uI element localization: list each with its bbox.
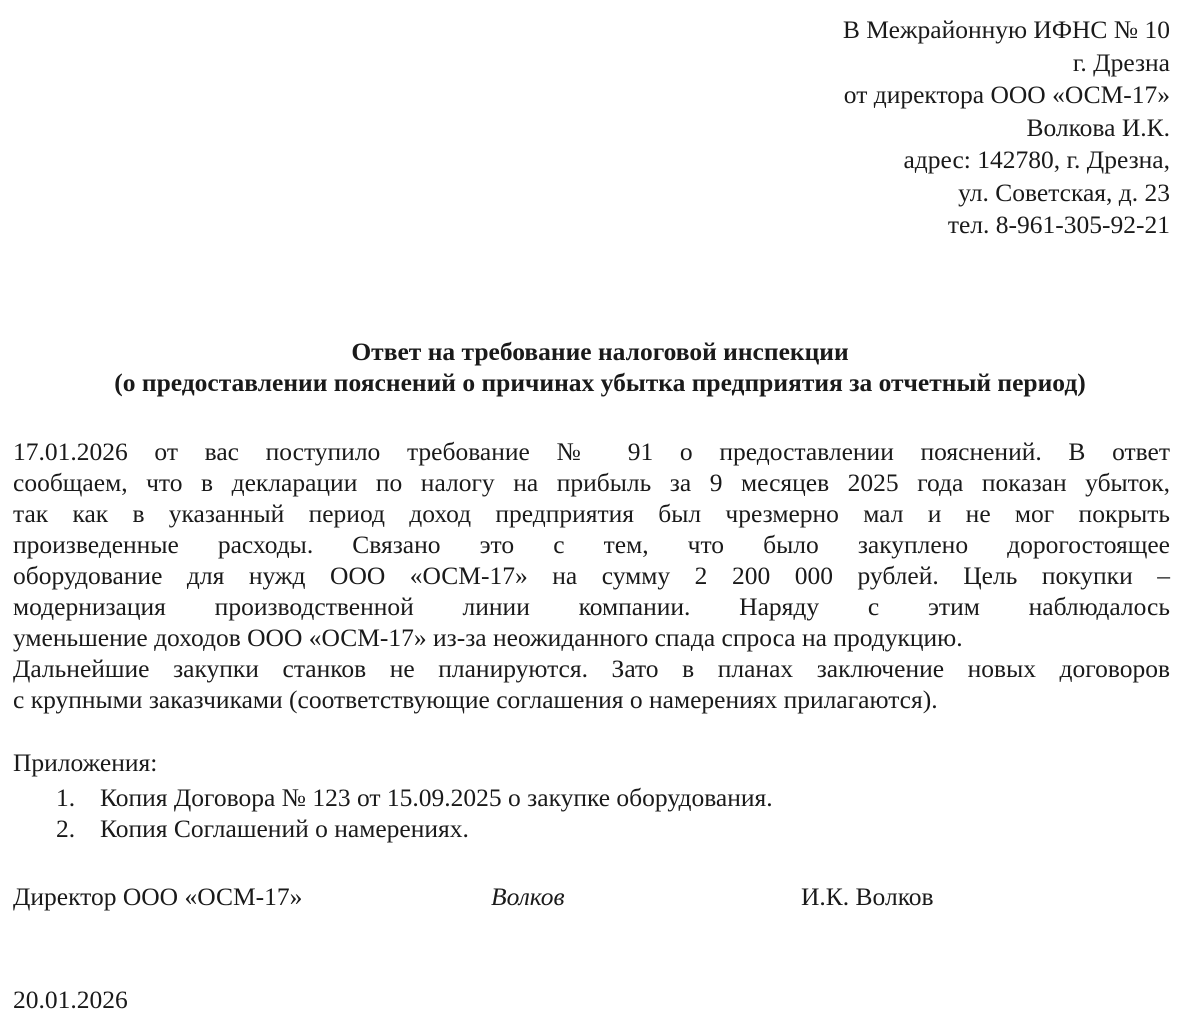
body-line: с крупными заказчиками (соответствующие соглашения о намерениях прилагаются). [13, 685, 938, 714]
addressee-line: Волкова И.К. [1026, 112, 1170, 142]
addressee-line: тел. 8-961-305-92-21 [947, 210, 1170, 239]
body-line: модернизация производственной линии компании. Наряду с этим наблюдалось [13, 592, 1170, 621]
attachment-item [56, 813, 773, 844]
body-line: уменьшение доходов ООО «ОСМ-17» из-за неожиданного спада спроса на продукцию. [13, 623, 963, 652]
body-paragraph [13, 436, 1170, 715]
body-line: так как в указанный период доход предприятия был чрезмерно мал и не мог покрыть [13, 499, 1170, 528]
body-line: сообщаем, что в декларации по налогу на прибыль за 9 месяцев 2025 года показан убыток, [13, 468, 1170, 497]
body-line: оборудование для нужд ООО «ОСМ-17» на сумму 2 200 000 рублей. Цель покупки – [13, 561, 1170, 590]
body-line: произведенные расходы. Связано это с тем, что было закуплено дорогостоящее [13, 530, 1170, 559]
addressee-line: г. Дрезна [1072, 47, 1170, 77]
addressee-line: В Межрайонную ИФНС № 10 [842, 15, 1170, 44]
signer-name: И.К. Волков [801, 882, 934, 911]
document-date: 20.01.2026 [13, 985, 128, 1014]
attachment-number: 1. [56, 783, 76, 812]
addressee-line: ул. Советская, д. 23 [958, 177, 1170, 207]
attachment-item [56, 782, 773, 813]
body-line: 17.01.2026 от вас поступило требование № 91 о предоставлении пояснений. В ответ [13, 437, 1170, 466]
signature-row [13, 881, 1173, 915]
attachments-label: Приложения: [13, 748, 158, 777]
addressee-block [570, 14, 1170, 242]
signer-position: Директор ООО «ОСМ-17» [13, 882, 303, 911]
body-line: Дальнейшие закупки станков не планируются. Зато в планах заключение новых договоров [13, 654, 1170, 683]
title-subtitle: (о предоставлении пояснений о причинах убытка предприятия за отчетный период) [114, 368, 1086, 397]
attachment-number: 2. [56, 814, 76, 843]
attachment-text: Копия Соглашений о намерениях. [100, 814, 469, 843]
handwritten-signature: Волков [491, 882, 565, 911]
document-title [0, 336, 1200, 398]
title-main: Ответ на требование налоговой инспекции [351, 337, 849, 366]
addressee-line: адрес: 142780, г. Дрезна, [903, 145, 1170, 174]
addressee-line: от директора ООО «ОСМ-17» [843, 80, 1170, 109]
attachments-list [56, 782, 773, 844]
attachment-text: Копия Договора № 123 от 15.09.2025 о закупке оборудования. [100, 783, 773, 812]
